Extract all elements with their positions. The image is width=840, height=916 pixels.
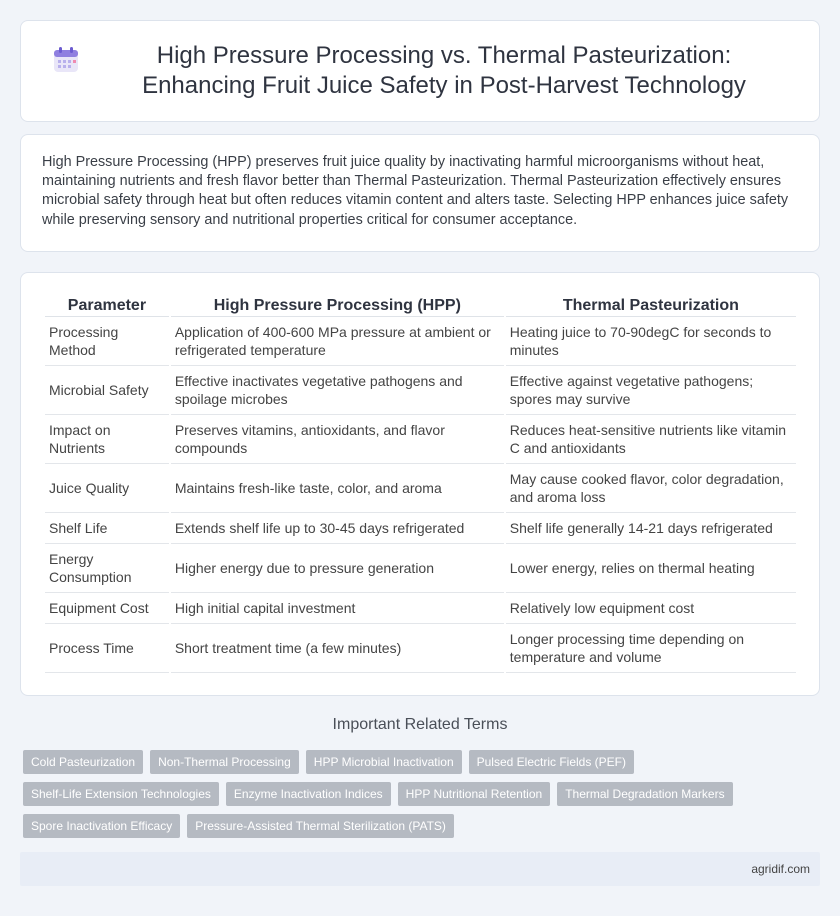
parameter-cell: Juice Quality	[45, 464, 169, 513]
tag-row	[23, 814, 813, 838]
table-row	[45, 415, 796, 464]
related-term-tag[interactable]: Non-Thermal Processing	[150, 750, 299, 774]
parameter-cell: Impact on Nutrients	[45, 415, 169, 464]
table-row	[45, 317, 796, 366]
hpp-cell: Effective inactivates vegetative pathogens and spoilage microbes	[171, 366, 504, 415]
thermal-cell: Longer processing time depending on temperature and volume	[506, 624, 796, 673]
table-row	[45, 366, 796, 415]
table-row	[45, 593, 796, 624]
parameter-cell: Energy Consumption	[45, 544, 169, 593]
footer	[20, 852, 820, 886]
comparison-table	[43, 291, 798, 673]
table-header-row	[45, 291, 796, 317]
related-term-tag[interactable]: Shelf-Life Extension Technologies	[23, 782, 219, 806]
table-row	[45, 624, 796, 673]
hpp-cell: Preserves vitamins, antioxidants, and flavor compounds	[171, 415, 504, 464]
tag-row	[23, 782, 813, 806]
hpp-cell: Short treatment time (a few minutes)	[171, 624, 504, 673]
intro-paragraph: High Pressure Processing (HPP) preserves fruit juice quality by inactivating harmful microorganisms without heat, maintaining nutrients and fresh flavor better than Thermal Pasteurization. Thermal Pasteurization effectively ensures microbial safety through heat but often reduces vitamin content and alters taste. Selecting HPP enhances juice safety while preserving sensory and nutritional properties critical for consumer acceptance.	[42, 154, 789, 228]
comparison-card	[20, 272, 820, 696]
table-row	[45, 513, 796, 544]
hpp-cell: High initial capital investment	[171, 593, 504, 624]
thermal-cell: Effective against vegetative pathogens; spores may survive	[506, 366, 796, 415]
thermal-cell: Heating juice to 70-90degC for seconds to minutes	[506, 317, 796, 366]
title-card	[20, 20, 820, 122]
table-row	[45, 544, 796, 593]
intro-card	[20, 134, 820, 252]
parameter-cell: Shelf Life	[45, 513, 169, 544]
related-term-tag[interactable]: HPP Microbial Inactivation	[306, 750, 462, 774]
related-term-tag[interactable]: Thermal Degradation Markers	[557, 782, 732, 806]
hpp-cell: Application of 400-600 MPa pressure at ambient or refrigerated temperature	[171, 317, 504, 366]
related-terms-tags	[23, 750, 813, 846]
calendar-icon	[51, 45, 81, 75]
table-row	[45, 464, 796, 513]
thermal-cell: Lower energy, relies on thermal heating	[506, 544, 796, 593]
header-hpp: High Pressure Processing (HPP)	[171, 291, 504, 317]
related-term-tag[interactable]: Pressure-Assisted Thermal Sterilization (PATS)	[187, 814, 454, 838]
related-term-tag[interactable]: HPP Nutritional Retention	[398, 782, 551, 806]
parameter-cell: Processing Method	[45, 317, 169, 366]
parameter-cell: Process Time	[45, 624, 169, 673]
site-name[interactable]: agridif.com	[751, 862, 810, 876]
parameter-cell: Microbial Safety	[45, 366, 169, 415]
hpp-cell: Maintains fresh-like taste, color, and aroma	[171, 464, 504, 513]
header-parameter: Parameter	[45, 291, 169, 317]
thermal-cell: Shelf life generally 14-21 days refrigerated	[506, 513, 796, 544]
related-term-tag[interactable]: Cold Pasteurization	[23, 750, 143, 774]
page-title: High Pressure Processing vs. Thermal Pasteurization: Enhancing Fruit Juice Safety in Post-Harvest Technology	[142, 42, 746, 99]
hpp-cell: Extends shelf life up to 30-45 days refrigerated	[171, 513, 504, 544]
thermal-cell: May cause cooked flavor, color degradation, and aroma loss	[506, 464, 796, 513]
header-thermal: Thermal Pasteurization	[506, 291, 796, 317]
related-term-tag[interactable]: Spore Inactivation Efficacy	[23, 814, 180, 838]
thermal-cell: Reduces heat-sensitive nutrients like vitamin C and antioxidants	[506, 415, 796, 464]
related-terms-title: Important Related Terms	[332, 716, 508, 733]
related-term-tag[interactable]: Enzyme Inactivation Indices	[226, 782, 391, 806]
parameter-cell: Equipment Cost	[45, 593, 169, 624]
thermal-cell: Relatively low equipment cost	[506, 593, 796, 624]
related-term-tag[interactable]: Pulsed Electric Fields (PEF)	[469, 750, 634, 774]
tag-row	[23, 750, 813, 774]
hpp-cell: Higher energy due to pressure generation	[171, 544, 504, 593]
